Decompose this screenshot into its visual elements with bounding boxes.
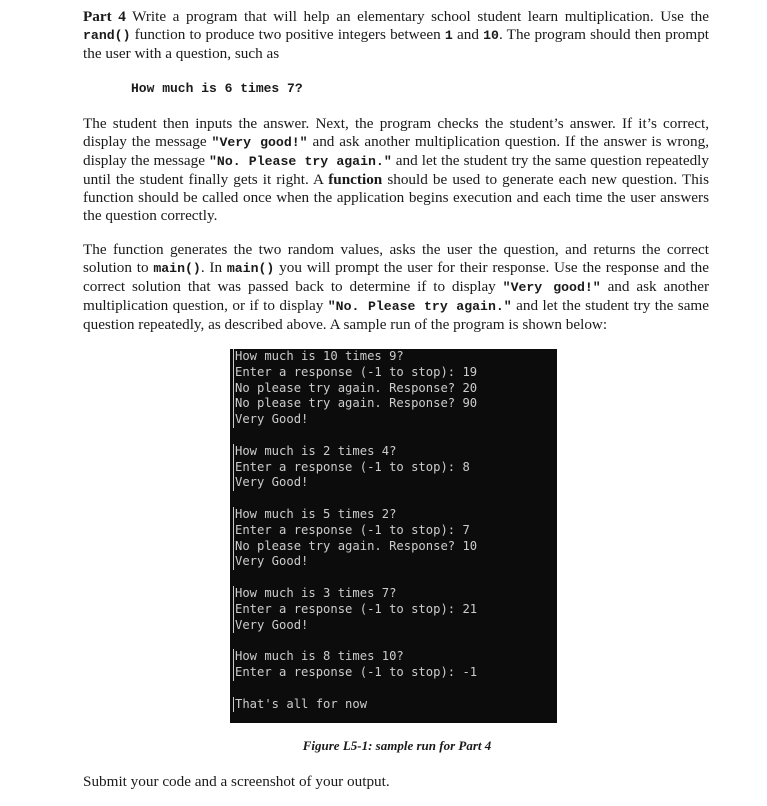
terminal-screenshot — [230, 349, 557, 723]
code-main: main() — [153, 261, 201, 276]
terminal-line: Enter a response (-1 to stop): 21 — [233, 602, 557, 618]
terminal-line: No please try again. Response? 20 — [233, 381, 557, 397]
paragraph-function-description — [83, 241, 709, 334]
code-very-good: "Very good!" — [502, 280, 601, 295]
terminal-line: Enter a response (-1 to stop): 7 — [233, 523, 557, 539]
terminal-line: Enter a response (-1 to stop): 19 — [233, 365, 557, 381]
terminal-line: How much is 10 times 9? — [233, 349, 557, 365]
terminal-line: Very Good! — [233, 412, 557, 428]
terminal-line: Enter a response (-1 to stop): -1 — [233, 665, 557, 681]
text: and — [452, 26, 484, 43]
terminal-blank-line — [233, 681, 557, 697]
terminal-blank-line — [233, 570, 557, 586]
terminal-line: How much is 5 times 2? — [233, 507, 557, 523]
terminal-line: Very Good! — [233, 554, 557, 570]
text: The function generates the two random values, asks the user the question, and returns the correct solution to — [83, 241, 709, 276]
terminal-line: No please try again. Response? 90 — [233, 396, 557, 412]
code-rand: rand() — [83, 28, 131, 43]
terminal-line: How much is 2 times 4? — [233, 444, 557, 460]
text: Write a program that will help an elementary school student learn multiplication. Use the — [125, 8, 709, 25]
part-label: Part 4 — [83, 8, 126, 25]
terminal-blank-line — [233, 491, 557, 507]
code-main: main() — [226, 261, 275, 276]
code-try-again: "No. Please try again." — [209, 154, 392, 169]
text: . In — [200, 259, 227, 276]
terminal-line: Enter a response (-1 to stop): 8 — [233, 460, 557, 476]
example-question: How much is 6 times 7? — [131, 81, 303, 96]
terminal-line: That's all for now — [233, 697, 557, 713]
code-very-good: "Very good!" — [211, 135, 308, 150]
paragraph-intro — [83, 8, 709, 63]
code-try-again: "No. Please try again." — [327, 299, 512, 314]
terminal-blank-line — [233, 428, 557, 444]
code-one: 1 — [444, 28, 453, 43]
text: . The program should then prompt the user with a question, such as — [83, 26, 710, 62]
bold-function: function — [328, 171, 383, 188]
text: and let the student try the same question repeatedly, as described above. A sample run of the program is shown below: — [83, 297, 709, 333]
text: The student then inputs the answer. Next, the program checks the student’s answer. If it’s correct, display the message — [83, 115, 709, 150]
terminal-blank-line — [233, 633, 557, 649]
submit-instruction: Submit your code and a screenshot of your output. — [83, 773, 390, 790]
paragraph-answer-check — [83, 115, 709, 225]
text: and ask another multiplication question. If the answer is wrong, display the message — [83, 133, 709, 169]
text: should be used to generate each new question. This function should be called once when the application begins execution and each time the user answers the question correctly. — [83, 171, 709, 224]
code-ten: 10 — [483, 28, 499, 43]
text: and ask another multiplication question, or if to display — [83, 278, 710, 314]
terminal-line: How much is 3 times 7? — [233, 586, 557, 602]
terminal-line: No please try again. Response? 10 — [233, 539, 557, 555]
text: and let the student try the same question repeatedly until the student finally gets it right. A — [83, 152, 709, 188]
terminal-line: Very Good! — [233, 618, 557, 634]
terminal-line: Very Good! — [233, 475, 557, 491]
text: function to produce two positive integers between — [130, 26, 445, 43]
text: you will prompt the user for their response. Use the response and the correct solution that was passed back to determine if to display — [83, 259, 709, 295]
figure-caption: Figure L5-1: sample run for Part 4 — [302, 738, 492, 753]
terminal-line: How much is 8 times 10? — [233, 649, 557, 665]
